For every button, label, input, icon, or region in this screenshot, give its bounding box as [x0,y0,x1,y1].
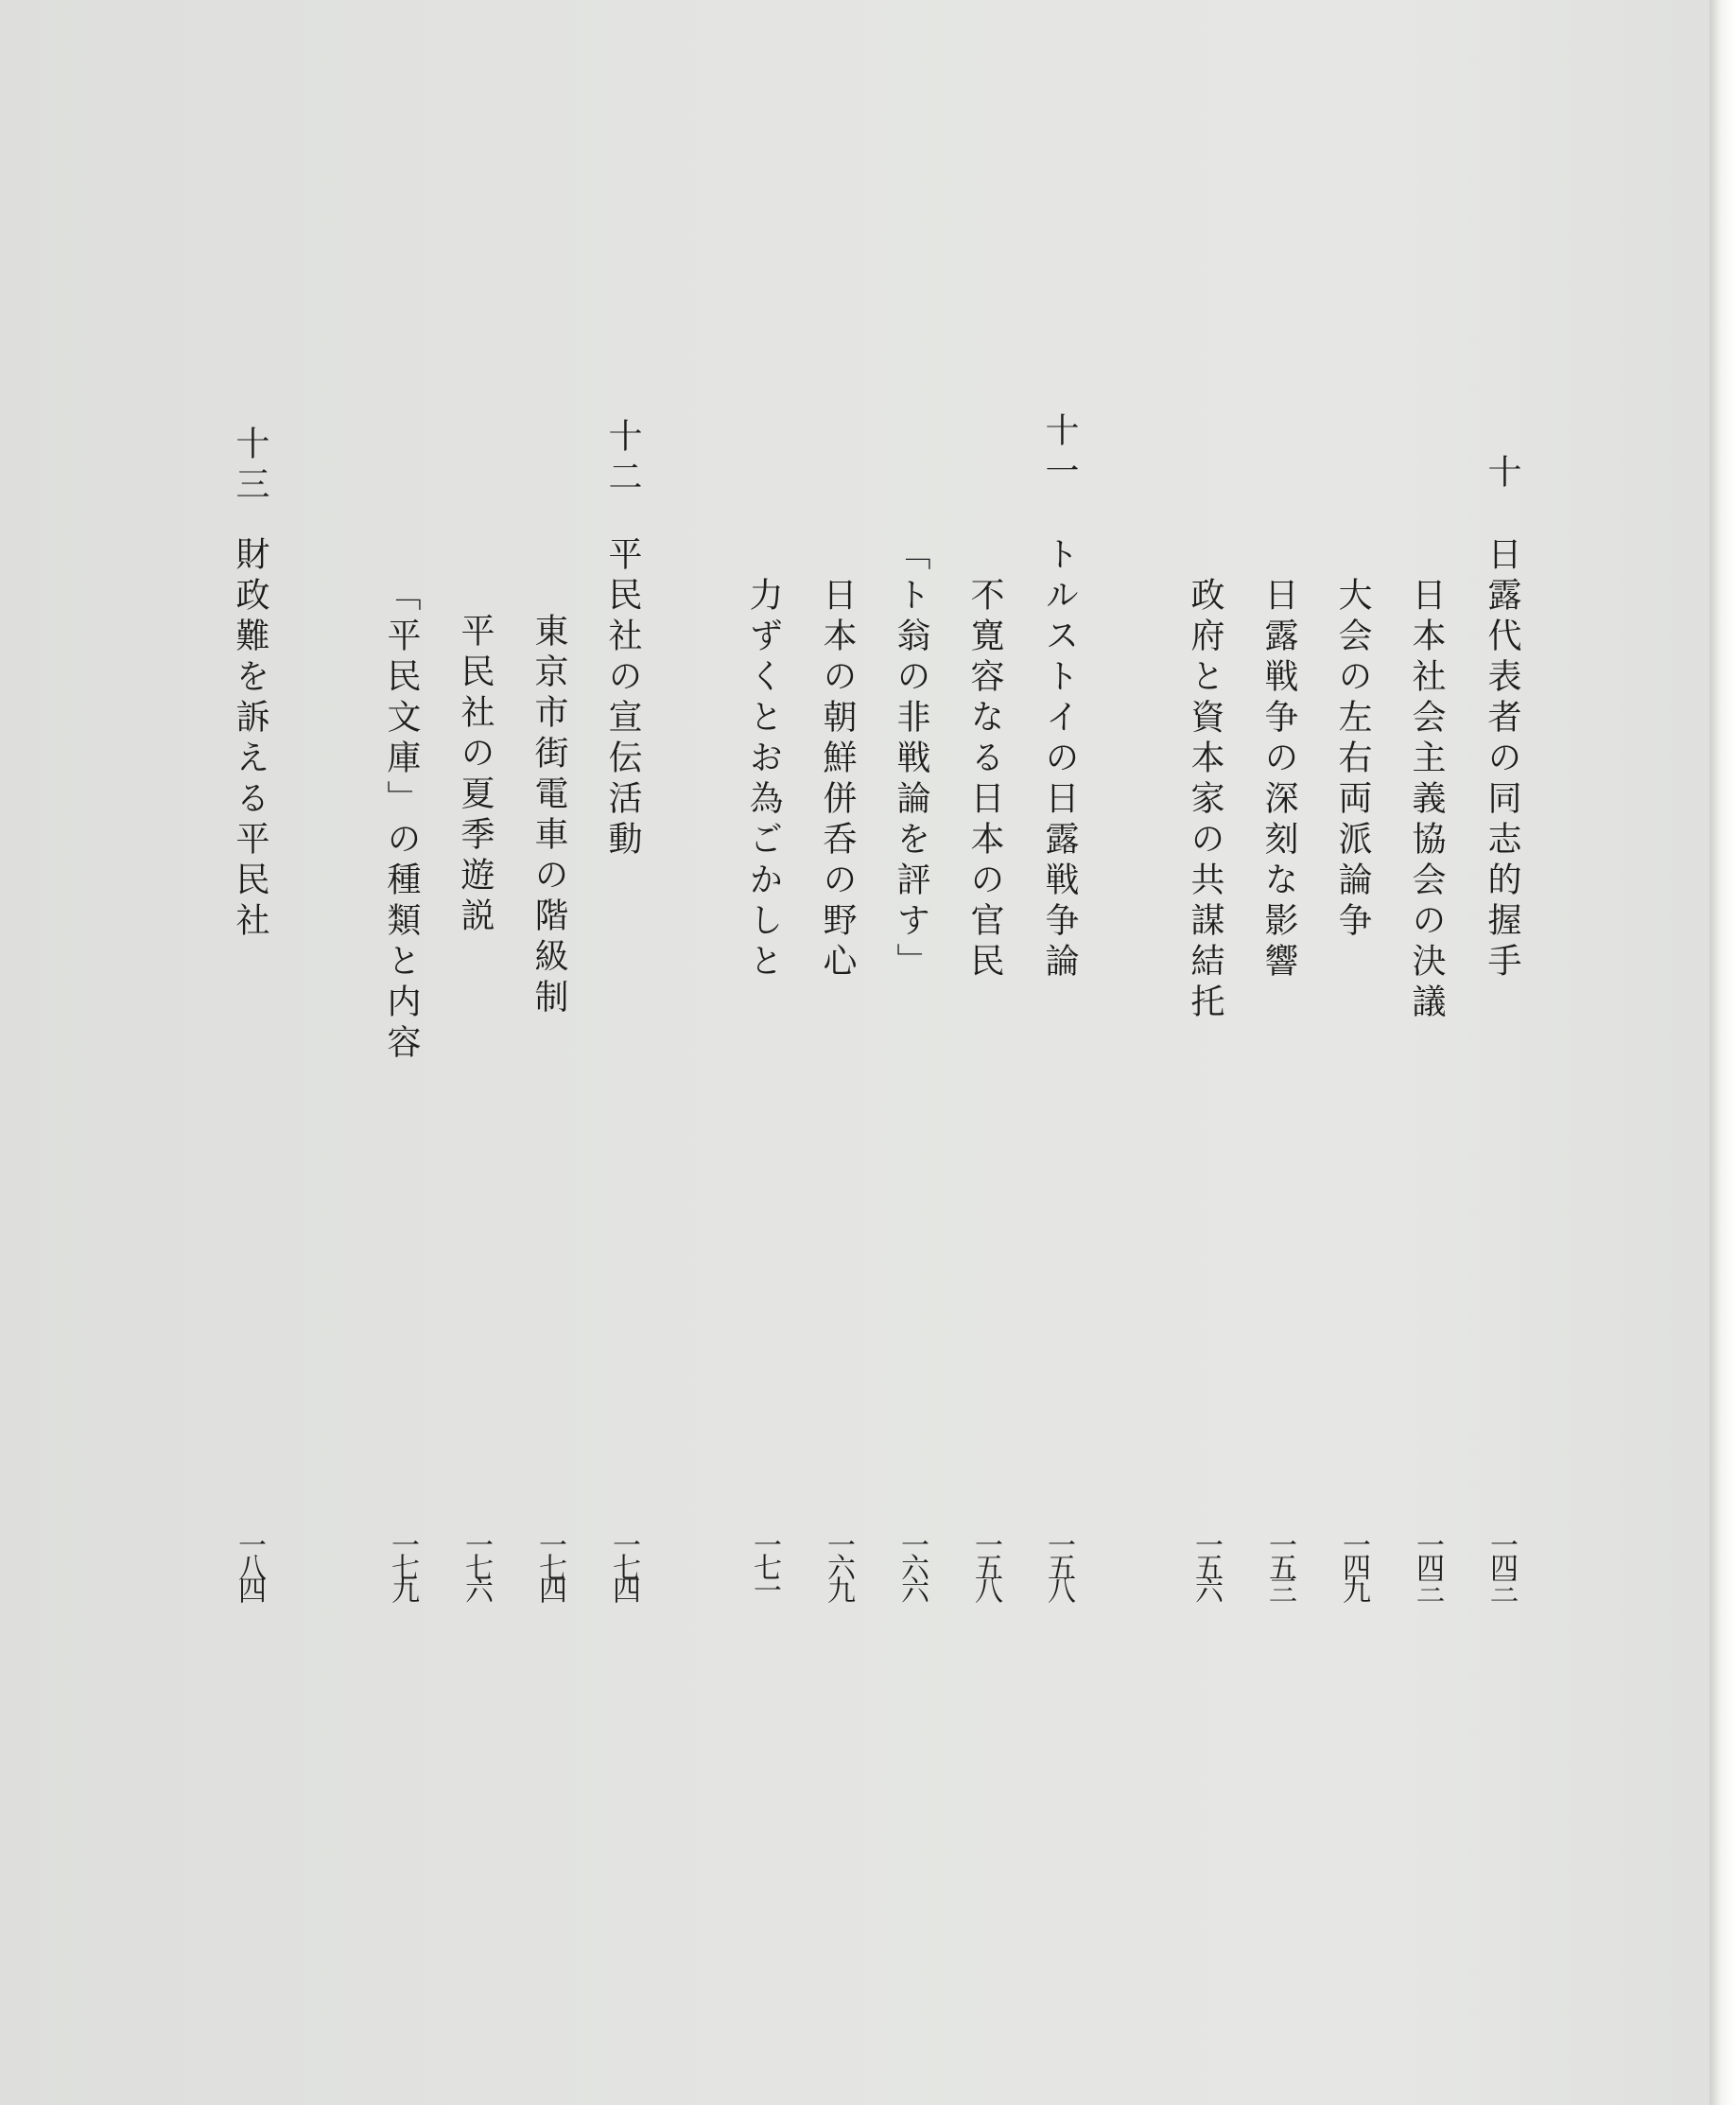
subsection-title: 東京市街電車の階級制 [529,613,568,1019]
page-number: 一四三 [1484,1530,1518,1598]
subsection-title: 平民社の夏季遊説 [456,613,495,938]
section-title: 日露代表者の同志的握手 [1483,536,1521,983]
page-number: 一五八 [969,1530,1002,1598]
subsection-title: 大会の左右両派論争 [1333,577,1372,943]
section-title: トルストイの日露戦争論 [1040,536,1079,983]
subsection-title: 力ずくとお為ごかしと [744,577,783,983]
section-number: 十 [1483,454,1521,495]
page-number: 一四三 [1411,1530,1444,1598]
page-edge [1710,0,1736,2105]
subsection-title: 「平民文庫」の種類と内容 [382,577,421,1065]
subsection-title: 「ト翁の非戦論を評す」 [892,536,930,983]
page-number: 一七六 [460,1530,493,1598]
page-number: 一七九 [386,1530,419,1598]
subsection-title: 日露戦争の深刻な影響 [1259,577,1298,983]
page-number: 一六六 [895,1530,929,1598]
section-title: 財政難を訴える平民社 [231,536,269,943]
page-number: 一七一 [748,1530,781,1598]
page-number: 一五六 [1189,1530,1223,1598]
subsection-title: 日本の朝鮮併呑の野心 [818,577,857,983]
page-number: 一七四 [607,1530,640,1598]
section-title: 平民社の宣伝活動 [603,536,642,861]
page-number: 一七四 [533,1530,566,1598]
page-number: 一八四 [233,1530,266,1598]
page-number: 一五三 [1263,1530,1296,1598]
section-number: 十三 [231,426,269,507]
section-number: 十二 [603,418,642,499]
subsection-title: 不寛容なる日本の官民 [965,577,1004,983]
page-number: 一六九 [822,1530,855,1598]
page-number: 一四九 [1337,1530,1370,1598]
section-number: 十一 [1040,412,1079,494]
subsection-title: 日本社会主義協会の決議 [1407,577,1446,1024]
subsection-title: 政府と資本家の共謀結托 [1186,577,1224,1024]
page-number: 一五八 [1042,1530,1075,1598]
